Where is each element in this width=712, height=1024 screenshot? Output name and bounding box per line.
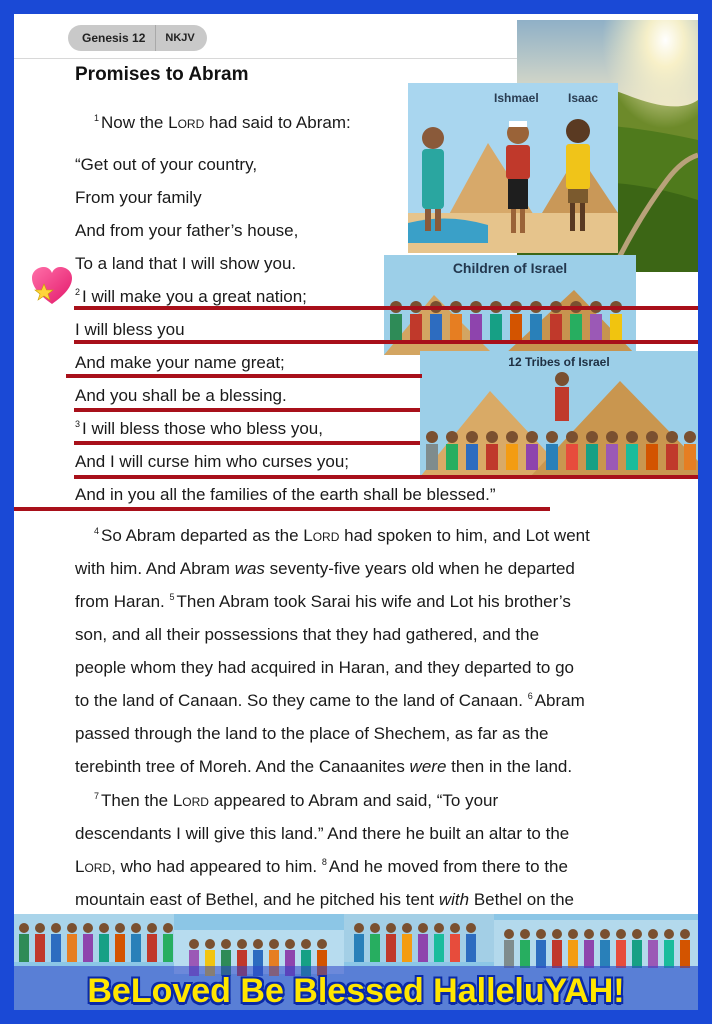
ishmael-label: Ishmael (494, 91, 539, 105)
poem-line: And make your name great; (75, 353, 285, 372)
poem-line: And I will curse him who curses you; (75, 452, 349, 471)
chapter-selector[interactable]: Genesis 12 (68, 25, 156, 51)
prose-line: with him. And Abram was seventy-five years old when he departed (75, 559, 575, 578)
ishmael-isaac-illustration (408, 83, 618, 253)
version-selector[interactable]: NKJV (165, 32, 195, 44)
highlight-underline (14, 507, 550, 511)
highlight-underline (74, 408, 420, 412)
chapter-version-pill[interactable] (68, 25, 207, 51)
prose-line: people whom they had acquired in Haran, and they departed to go (75, 658, 575, 677)
prose-line: son, and all their possessions that they had gathered, and the (75, 625, 540, 644)
blessing-banner: BeLoved Be Blessed HalleluYAH! (87, 972, 625, 1010)
prose-line: terebinth tree of Moreh. And the Canaanites were then in the land. (75, 757, 573, 776)
section-title: Promises to Abram (75, 64, 249, 85)
poem-line: From your family (75, 188, 202, 207)
verse-1-line: $^1$ Now the Lord had said to Abram: (94, 113, 351, 132)
children-label: Children of Israel (452, 260, 568, 276)
highlight-underline (74, 441, 420, 445)
poem-line: And in you all the families of the earth shall be blessed.” (75, 485, 496, 504)
poem-line: “Get out of your country, (75, 155, 258, 174)
poem-line: I will bless you (75, 320, 185, 339)
verse-number: 1 (94, 113, 100, 124)
prose-line: passed through the land to the place of Shechem, as far as the (75, 724, 549, 743)
heart-sparkle-icon (30, 264, 74, 308)
twelve-tribes-illustration (420, 351, 698, 477)
bible-page (14, 14, 698, 1010)
prose-line: $^4$ So Abram departed as the Lord had spoken to him, and Lot went (94, 526, 590, 545)
prose-line: from Haran. $^5$ Then Abram took Sarai his wife and Lot his brother’s (75, 592, 571, 611)
verse-number: 3 (75, 419, 81, 430)
prose-line: descendants I will give this land.” And there he built an altar to the (75, 824, 570, 843)
prose-line: to the land of Canaan. So they came to the land of Canaan. $^6$ Abram (75, 691, 585, 710)
prose-line: mountain east of Bethel, and he pitched his tent with Bethel on the (75, 890, 575, 909)
poem-line: $^2$ I will make you a great nation; (75, 287, 307, 306)
prose-line: $^7$ Then the Lord appeared to Abram and said, “To your (94, 791, 499, 810)
verse-number: 4 (94, 526, 100, 537)
poem-line: $^3$ I will bless those who bless you, (75, 419, 323, 438)
isaac-label: Isaac (568, 91, 599, 105)
tribes-label: 12 Tribes of Israel (508, 355, 610, 369)
highlight-underline (74, 475, 698, 479)
verse-number: 2 (75, 287, 81, 298)
highlight-underline (66, 374, 422, 378)
verse-number: 7 (94, 791, 100, 802)
prose-line: Lord, who had appeared to him. $^8$ And he moved from there to the (75, 857, 568, 876)
poem-line: And from your father’s house, (75, 221, 299, 240)
verse-number: 8 (321, 857, 327, 868)
verse-number: 5 (169, 592, 175, 603)
poem-line: To a land that I will show you. (75, 254, 297, 273)
poem-line: And you shall be a blessing. (75, 386, 287, 405)
verse-number: 6 (527, 691, 533, 702)
